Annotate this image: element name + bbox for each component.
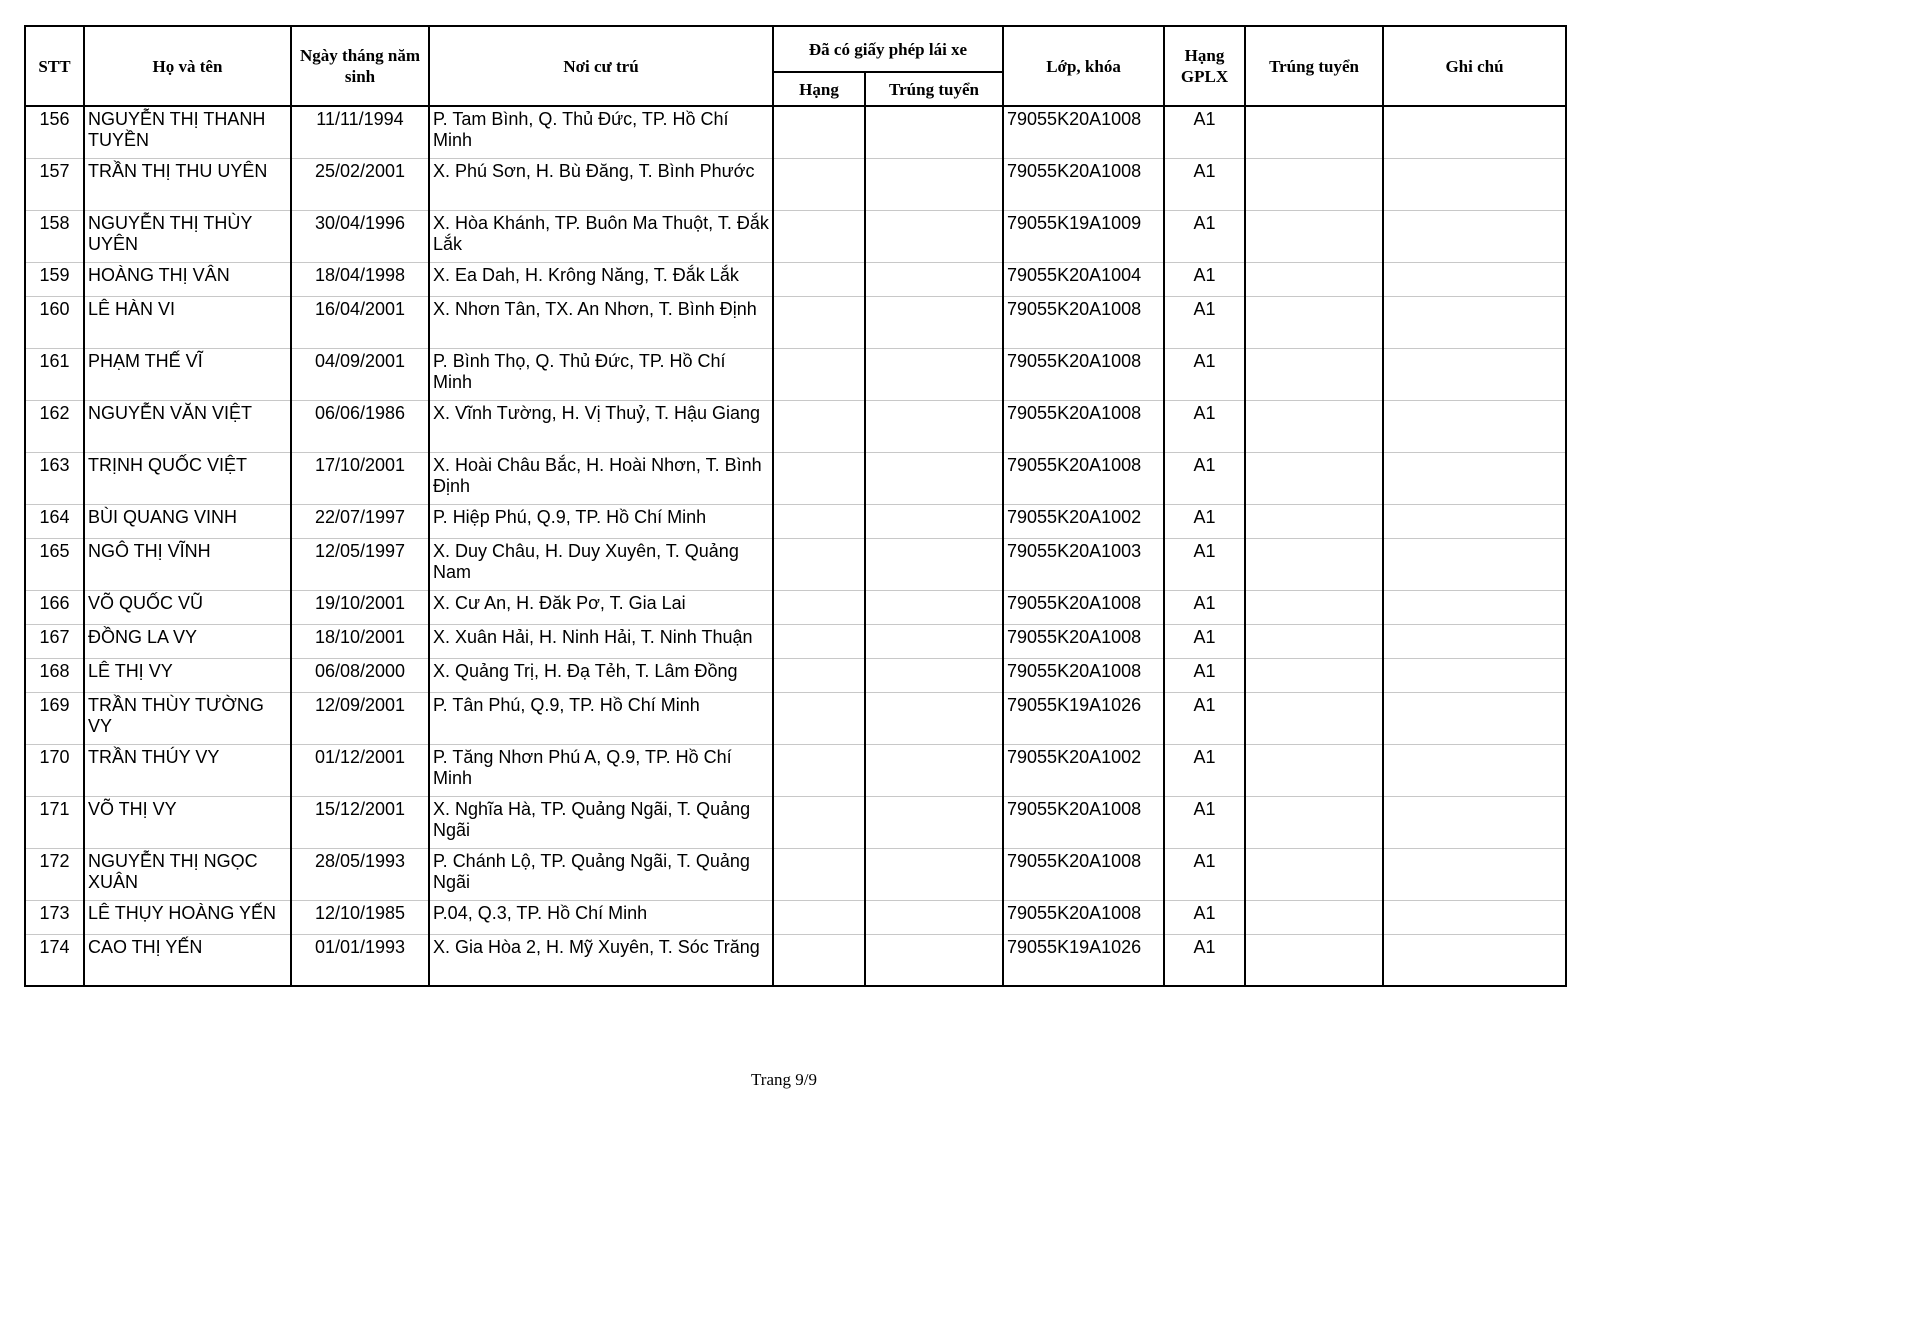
cell-address: P. Chánh Lộ, TP. Quảng Ngãi, T. Quảng Ngãi	[429, 848, 773, 900]
cell-passed	[1245, 210, 1383, 262]
cell-name: TRẦN THÚY VY	[84, 744, 291, 796]
cell-passed	[1245, 348, 1383, 400]
cell-stt: 170	[25, 744, 84, 796]
cell-license-class	[773, 590, 865, 624]
cell-class-course: 79055K20A1008	[1003, 400, 1164, 452]
cell-license-passed	[865, 210, 1003, 262]
cell-address: P. Hiệp Phú, Q.9, TP. Hồ Chí Minh	[429, 504, 773, 538]
cell-gplx-class: A1	[1164, 692, 1245, 744]
cell-notes	[1383, 848, 1566, 900]
cell-stt: 159	[25, 262, 84, 296]
cell-address: X. Quảng Trị, H. Đạ Tẻh, T. Lâm Đồng	[429, 658, 773, 692]
cell-name: CAO THỊ YẾN	[84, 934, 291, 986]
cell-dob: 15/12/2001	[291, 796, 429, 848]
cell-notes	[1383, 796, 1566, 848]
table-row	[25, 796, 1566, 848]
cell-passed	[1245, 900, 1383, 934]
cell-license-passed	[865, 900, 1003, 934]
cell-address: X. Gia Hòa 2, H. Mỹ Xuyên, T. Sóc Trăng	[429, 934, 773, 986]
cell-license-class	[773, 348, 865, 400]
cell-gplx-class: A1	[1164, 158, 1245, 210]
cell-passed	[1245, 452, 1383, 504]
cell-license-class	[773, 796, 865, 848]
cell-address: X. Cư An, H. Đăk Pơ, T. Gia Lai	[429, 590, 773, 624]
cell-class-course: 79055K20A1008	[1003, 296, 1164, 348]
cell-license-passed	[865, 658, 1003, 692]
cell-address: X. Hoài Châu Bắc, H. Hoài Nhơn, T. Bình Định	[429, 452, 773, 504]
cell-class-course: 79055K20A1008	[1003, 158, 1164, 210]
table-row	[25, 296, 1566, 348]
cell-gplx-class: A1	[1164, 296, 1245, 348]
cell-passed	[1245, 538, 1383, 590]
cell-license-class	[773, 744, 865, 796]
cell-stt: 174	[25, 934, 84, 986]
cell-address: X. Vĩnh Tường, H. Vị Thuỷ, T. Hậu Giang	[429, 400, 773, 452]
cell-dob: 18/10/2001	[291, 624, 429, 658]
table-row	[25, 538, 1566, 590]
cell-address: X. Hòa Khánh, TP. Buôn Ma Thuột, T. Đắk Lắk	[429, 210, 773, 262]
cell-class-course: 79055K20A1008	[1003, 848, 1164, 900]
cell-class-course: 79055K20A1008	[1003, 658, 1164, 692]
cell-address: P. Bình Thọ, Q. Thủ Đức, TP. Hồ Chí Minh	[429, 348, 773, 400]
cell-gplx-class: A1	[1164, 504, 1245, 538]
cell-license-passed	[865, 744, 1003, 796]
cell-notes	[1383, 348, 1566, 400]
cell-passed	[1245, 158, 1383, 210]
cell-dob: 18/04/1998	[291, 262, 429, 296]
cell-license-passed	[865, 296, 1003, 348]
cell-passed	[1245, 400, 1383, 452]
cell-dob: 11/11/1994	[291, 106, 429, 158]
cell-class-course: 79055K20A1004	[1003, 262, 1164, 296]
cell-license-passed	[865, 692, 1003, 744]
cell-passed	[1245, 590, 1383, 624]
header-license-group: Đã có giấy phép lái xe	[773, 26, 1003, 72]
table-row	[25, 106, 1566, 158]
cell-dob: 12/10/1985	[291, 900, 429, 934]
cell-address: X. Ea Dah, H. Krông Năng, T. Đắk Lắk	[429, 262, 773, 296]
cell-name: PHẠM THẾ VĨ	[84, 348, 291, 400]
cell-notes	[1383, 624, 1566, 658]
cell-license-passed	[865, 848, 1003, 900]
cell-class-course: 79055K19A1026	[1003, 692, 1164, 744]
cell-stt: 161	[25, 348, 84, 400]
cell-address: X. Nhơn Tân, TX. An Nhơn, T. Bình Định	[429, 296, 773, 348]
cell-license-class	[773, 210, 865, 262]
cell-gplx-class: A1	[1164, 658, 1245, 692]
cell-gplx-class: A1	[1164, 348, 1245, 400]
cell-dob: 17/10/2001	[291, 452, 429, 504]
header-license-class: Hạng	[773, 72, 865, 106]
cell-gplx-class: A1	[1164, 590, 1245, 624]
cell-notes	[1383, 504, 1566, 538]
cell-name: ĐỒNG LA VY	[84, 624, 291, 658]
cell-stt: 166	[25, 590, 84, 624]
cell-license-passed	[865, 262, 1003, 296]
cell-passed	[1245, 624, 1383, 658]
cell-address: P.04, Q.3, TP. Hồ Chí Minh	[429, 900, 773, 934]
cell-license-class	[773, 538, 865, 590]
cell-passed	[1245, 658, 1383, 692]
cell-address: X. Nghĩa Hà, TP. Quảng Ngãi, T. Quảng Ngãi	[429, 796, 773, 848]
cell-passed	[1245, 744, 1383, 796]
cell-notes	[1383, 452, 1566, 504]
cell-name: TRẦN THỊ THU UYÊN	[84, 158, 291, 210]
cell-notes	[1383, 934, 1566, 986]
cell-class-course: 79055K20A1008	[1003, 900, 1164, 934]
cell-dob: 06/06/1986	[291, 400, 429, 452]
cell-license-passed	[865, 624, 1003, 658]
cell-address: P. Tân Phú, Q.9, TP. Hồ Chí Minh	[429, 692, 773, 744]
cell-dob: 22/07/1997	[291, 504, 429, 538]
cell-dob: 01/01/1993	[291, 934, 429, 986]
cell-license-class	[773, 624, 865, 658]
cell-license-passed	[865, 796, 1003, 848]
cell-license-class	[773, 934, 865, 986]
cell-stt: 172	[25, 848, 84, 900]
table-row	[25, 624, 1566, 658]
cell-license-passed	[865, 538, 1003, 590]
cell-notes	[1383, 106, 1566, 158]
cell-gplx-class: A1	[1164, 744, 1245, 796]
cell-passed	[1245, 296, 1383, 348]
cell-name: VÕ QUỐC VŨ	[84, 590, 291, 624]
table-row	[25, 262, 1566, 296]
cell-passed	[1245, 934, 1383, 986]
header-dob: Ngày tháng năm sinh	[291, 26, 429, 106]
cell-class-course: 79055K20A1008	[1003, 106, 1164, 158]
cell-license-passed	[865, 348, 1003, 400]
cell-name: LÊ THỤY HOÀNG YẾN	[84, 900, 291, 934]
table-row	[25, 658, 1566, 692]
cell-stt: 157	[25, 158, 84, 210]
cell-class-course: 79055K20A1008	[1003, 624, 1164, 658]
cell-stt: 162	[25, 400, 84, 452]
cell-license-class	[773, 262, 865, 296]
cell-name: LÊ THỊ VY	[84, 658, 291, 692]
table-row	[25, 590, 1566, 624]
cell-notes	[1383, 158, 1566, 210]
cell-license-class	[773, 296, 865, 348]
cell-passed	[1245, 504, 1383, 538]
header-address: Nơi cư trú	[429, 26, 773, 106]
cell-address: P. Tam Bình, Q. Thủ Đức, TP. Hồ Chí Minh	[429, 106, 773, 158]
cell-license-class	[773, 848, 865, 900]
cell-class-course: 79055K20A1003	[1003, 538, 1164, 590]
cell-dob: 12/09/2001	[291, 692, 429, 744]
cell-license-passed	[865, 504, 1003, 538]
cell-gplx-class: A1	[1164, 796, 1245, 848]
cell-license-class	[773, 158, 865, 210]
cell-stt: 173	[25, 900, 84, 934]
cell-license-passed	[865, 400, 1003, 452]
page-number: Trang 9/9	[751, 1070, 817, 1089]
cell-dob: 12/05/1997	[291, 538, 429, 590]
cell-license-class	[773, 692, 865, 744]
cell-notes	[1383, 744, 1566, 796]
cell-notes	[1383, 692, 1566, 744]
cell-gplx-class: A1	[1164, 262, 1245, 296]
cell-class-course: 79055K20A1002	[1003, 504, 1164, 538]
cell-passed	[1245, 692, 1383, 744]
cell-notes	[1383, 400, 1566, 452]
cell-gplx-class: A1	[1164, 900, 1245, 934]
cell-address: X. Duy Châu, H. Duy Xuyên, T. Quảng Nam	[429, 538, 773, 590]
cell-license-passed	[865, 590, 1003, 624]
cell-gplx-class: A1	[1164, 624, 1245, 658]
header-class-course: Lớp, khóa	[1003, 26, 1164, 106]
cell-dob: 16/04/2001	[291, 296, 429, 348]
cell-gplx-class: A1	[1164, 106, 1245, 158]
cell-stt: 160	[25, 296, 84, 348]
header-passed: Trúng tuyển	[1245, 26, 1383, 106]
table-row	[25, 452, 1566, 504]
cell-name: NGUYỄN THỊ THANH TUYỀN	[84, 106, 291, 158]
cell-name: TRẦN THÙY TƯỜNG VY	[84, 692, 291, 744]
cell-class-course: 79055K20A1008	[1003, 452, 1164, 504]
cell-passed	[1245, 262, 1383, 296]
cell-dob: 04/09/2001	[291, 348, 429, 400]
cell-license-class	[773, 452, 865, 504]
cell-class-course: 79055K19A1009	[1003, 210, 1164, 262]
cell-notes	[1383, 900, 1566, 934]
cell-name: NGUYỄN THỊ THÙY UYÊN	[84, 210, 291, 262]
cell-gplx-class: A1	[1164, 538, 1245, 590]
cell-stt: 158	[25, 210, 84, 262]
table-row	[25, 934, 1566, 986]
cell-dob: 01/12/2001	[291, 744, 429, 796]
cell-license-passed	[865, 452, 1003, 504]
cell-stt: 171	[25, 796, 84, 848]
cell-license-passed	[865, 934, 1003, 986]
table-row	[25, 744, 1566, 796]
cell-notes	[1383, 296, 1566, 348]
cell-class-course: 79055K20A1002	[1003, 744, 1164, 796]
cell-class-course: 79055K19A1026	[1003, 934, 1164, 986]
cell-address: X. Xuân Hải, H. Ninh Hải, T. Ninh Thuận	[429, 624, 773, 658]
table-row	[25, 848, 1566, 900]
cell-notes	[1383, 590, 1566, 624]
cell-passed	[1245, 796, 1383, 848]
table-body	[25, 106, 1566, 986]
table-row	[25, 692, 1566, 744]
table-row	[25, 348, 1566, 400]
cell-license-class	[773, 106, 865, 158]
cell-dob: 25/02/2001	[291, 158, 429, 210]
cell-gplx-class: A1	[1164, 848, 1245, 900]
cell-license-class	[773, 400, 865, 452]
cell-name: TRỊNH QUỐC VIỆT	[84, 452, 291, 504]
cell-gplx-class: A1	[1164, 400, 1245, 452]
cell-dob: 06/08/2000	[291, 658, 429, 692]
cell-license-class	[773, 900, 865, 934]
cell-dob: 30/04/1996	[291, 210, 429, 262]
cell-license-passed	[865, 106, 1003, 158]
header-stt: STT	[25, 26, 84, 106]
cell-name: BÙI QUANG VINH	[84, 504, 291, 538]
cell-notes	[1383, 538, 1566, 590]
header-notes: Ghi chú	[1383, 26, 1566, 106]
cell-name: NGÔ THỊ VĨNH	[84, 538, 291, 590]
cell-address: X. Phú Sơn, H. Bù Đăng, T. Bình Phước	[429, 158, 773, 210]
table-row	[25, 210, 1566, 262]
header-gplx-class: Hạng GPLX	[1164, 26, 1245, 106]
cell-name: NGUYỄN THỊ NGỌC XUÂN	[84, 848, 291, 900]
cell-stt: 168	[25, 658, 84, 692]
cell-notes	[1383, 262, 1566, 296]
cell-gplx-class: A1	[1164, 452, 1245, 504]
cell-gplx-class: A1	[1164, 934, 1245, 986]
cell-notes	[1383, 658, 1566, 692]
cell-stt: 165	[25, 538, 84, 590]
table-row	[25, 400, 1566, 452]
cell-name: HOÀNG THỊ VÂN	[84, 262, 291, 296]
cell-name: VÕ THỊ VY	[84, 796, 291, 848]
cell-address: P. Tăng Nhơn Phú A, Q.9, TP. Hồ Chí Minh	[429, 744, 773, 796]
table-row	[25, 504, 1566, 538]
cell-passed	[1245, 106, 1383, 158]
cell-stt: 169	[25, 692, 84, 744]
cell-class-course: 79055K20A1008	[1003, 796, 1164, 848]
cell-class-course: 79055K20A1008	[1003, 590, 1164, 624]
cell-name: LÊ HÀN VI	[84, 296, 291, 348]
cell-dob: 28/05/1993	[291, 848, 429, 900]
cell-stt: 156	[25, 106, 84, 158]
cell-license-passed	[865, 158, 1003, 210]
cell-license-class	[773, 658, 865, 692]
cell-stt: 167	[25, 624, 84, 658]
header-name: Họ và tên	[84, 26, 291, 106]
table-header	[25, 26, 1566, 106]
cell-class-course: 79055K20A1008	[1003, 348, 1164, 400]
cell-stt: 163	[25, 452, 84, 504]
table-row	[25, 900, 1566, 934]
cell-dob: 19/10/2001	[291, 590, 429, 624]
cell-notes	[1383, 210, 1566, 262]
cell-name: NGUYỄN VĂN VIỆT	[84, 400, 291, 452]
cell-gplx-class: A1	[1164, 210, 1245, 262]
cell-stt: 164	[25, 504, 84, 538]
cell-passed	[1245, 848, 1383, 900]
table-row	[25, 158, 1566, 210]
cell-license-class	[773, 504, 865, 538]
candidate-table	[24, 25, 1567, 987]
header-license-passed: Trúng tuyển	[865, 72, 1003, 106]
